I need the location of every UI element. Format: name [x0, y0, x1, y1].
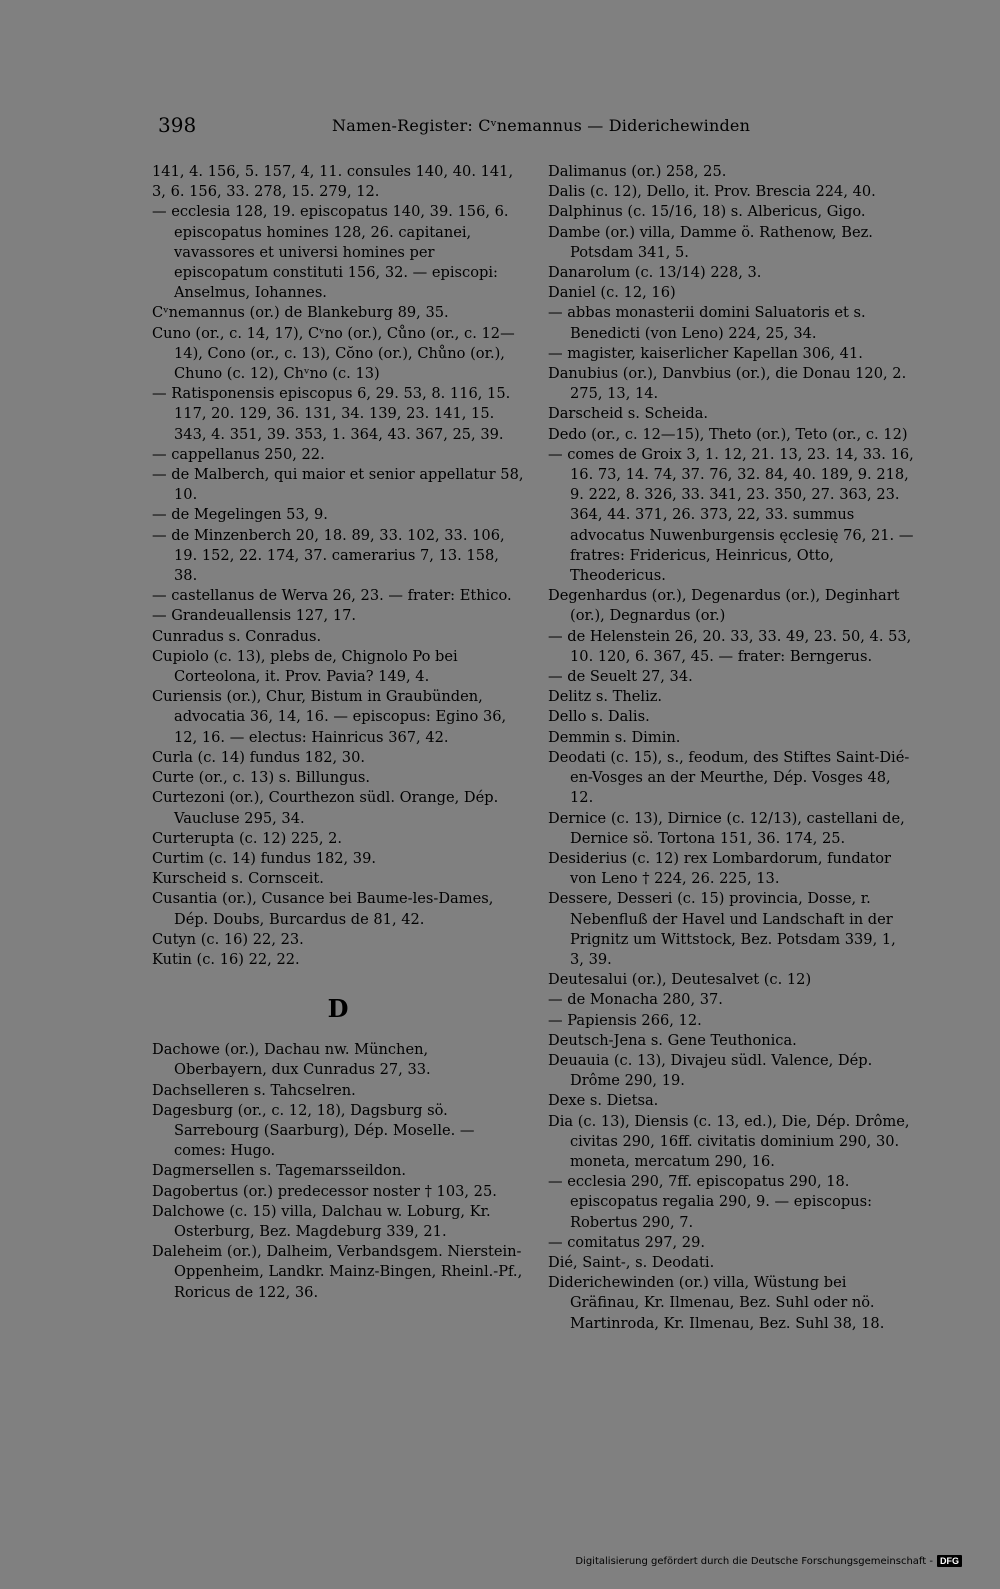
running-title: Namen-Register: Cᵛnemannus — Diderichewinden [332, 116, 751, 135]
index-entry: Curterupta (c. 12) 225, 2. [152, 829, 343, 847]
index-entry: Deutsch-Jena s. Gene Teuthonica. [548, 1031, 797, 1049]
index-entry: — de Minzenberch 20, 18. 89, 33. 102, 33. 106, 19. 152, 22. 174, 37. camerarius 7, 13. 158, 38. [152, 526, 505, 585]
index-entry: Curtim (c. 14) fundus 182, 39. [152, 849, 377, 867]
left-entries-after [152, 1040, 524, 1303]
index-entry: — de Megelingen 53, 9. [152, 506, 328, 524]
index-entry: Dernice (c. 13), Dirnice (c. 12/13), castellani de, Dernice sö. Tortona 151, 36. 174, 25. [548, 809, 905, 847]
index-entry: Dexe s. Dietsa. [548, 1092, 659, 1110]
index-entry: Curtezoni (or.), Courthezon südl. Orange, Dép. Vaucluse 295, 34. [152, 789, 499, 827]
index-entry: Curiensis (or.), Chur, Bistum in Graubünden, advocatia 36, 14, 16. — episcopus: Egino 36, 12, 16. — electus: Hainricus 367, 42. [152, 688, 507, 746]
index-entry: Dalphinus (c. 15/16, 18) s. Albericus, Gigo. [548, 203, 866, 221]
index-entry: — de Seuelt 27, 34. [548, 668, 693, 686]
index-entry: — cappellanus 250, 22. [152, 445, 325, 463]
index-entry: Kutin (c. 16) 22, 22. [152, 950, 300, 968]
index-entry: — de Malberch, qui maior et senior appellatur 58, 10. [152, 466, 524, 504]
index-entry: Degenhardus (or.), Degenardus (or.), Deginhart (or.), Degnardus (or.) [548, 587, 900, 625]
index-entry: Dalimanus (or.) 258, 25. [548, 163, 727, 180]
index-entry: — comitatus 297, 29. [548, 1233, 705, 1251]
page-number: 398 [158, 113, 197, 137]
index-entry: Darscheid s. Scheida. [548, 405, 709, 423]
index-entry: — de Monacha 280, 37. [548, 991, 723, 1009]
index-entry: — de Helenstein 26, 20. 33, 33. 49, 23. 50, 4. 53, 10. 120, 6. 367, 45. — frater: Berngerus. [548, 627, 912, 665]
index-entry: Dachselleren s. Tahcselren. [152, 1081, 356, 1099]
index-entry: Dessere, Desseri (c. 15) provincia, Dosse, r. Nebenfluß der Havel und Landschaft in der Prignitz um Wittstock, Bez. Potsdam 339, 1, 3, 39. [548, 890, 896, 968]
index-entry: Cutyn (c. 16) 22, 23. [152, 930, 304, 948]
index-entry: Dachowe (or.), Dachau nw. München, Oberbayern, dux Cunradus 27, 33. [152, 1041, 431, 1079]
dfg-logo: DFG [937, 1555, 962, 1567]
index-entry: Deodati (c. 15), s., feodum, des Stiftes Saint-Dié-en-Vosges an der Meurthe, Dép. Vosges 48, 12. [548, 748, 910, 807]
right-column [548, 162, 914, 1334]
index-entry: Dagesburg (or., c. 12, 18), Dagsburg sö. Sarrebourg (Saarburg), Dép. Moselle. — comes: Hugo. [152, 1101, 475, 1160]
index-entry: Diderichewinden (or.) villa, Wüstung bei Gräfinau, Kr. Ilmenau, Bez. Suhl oder nö. Martinroda, Kr. Ilmenau, Bez. Suhl 38, 18. [548, 1274, 885, 1332]
index-entry: Daleheim (or.), Dalheim, Verbandsgem. Nierstein-Oppenheim, Landkr. Mainz-Bingen, Rheinl.-Pf., Roricus de 122, 36. [152, 1243, 523, 1301]
index-entry: — castellanus de Werva 26, 23. — frater: Ethico. [152, 587, 512, 605]
index-entry: Demmin s. Dimin. [548, 728, 681, 746]
index-entry: — magister, kaiserlicher Kapellan 306, 41. [548, 344, 863, 362]
index-entry: Dagmersellen s. Tagemarsseildon. [152, 1162, 407, 1180]
index-entry: Kurscheid s. Cornsceit. [152, 870, 324, 888]
index-entry: Dalchowe (c. 15) villa, Dalchau w. Loburg, Kr. Osterburg, Bez. Magdeburg 339, 21. [152, 1202, 491, 1240]
index-entry: Deuauia (c. 13), Divajeu südl. Valence, Dép. Drôme 290, 19. [548, 1051, 873, 1090]
index-entry: 141, 4. 156, 5. 157, 4, 11. consules 140, 40. 141, 3, 6. 156, 33. 278, 15. 279, 12. [152, 163, 514, 201]
index-entry: — Papiensis 266, 12. [548, 1011, 702, 1029]
index-entry: Desiderius (c. 12) rex Lombardorum, fundator von Leno † 224, 26. 225, 13. [548, 849, 891, 888]
footer [575, 1555, 962, 1567]
index-entry: Dambe (or.) villa, Damme ö. Rathenow, Bez. Potsdam 341, 5. [548, 223, 873, 261]
index-entry: — Ratisponensis episcopus 6, 29. 53, 8. 116, 15. 117, 20. 129, 36. 131, 34. 139, 23. 141, 15. 343, 4. 351, 39. 353, 1. 364, 43. 367, 25, 39. [152, 385, 511, 443]
index-entry: Cᵛnemannus (or.) de Blankeburg 89, 35. [152, 304, 449, 322]
index-entry: — abbas monasterii domini Saluatoris et s. Benedicti (von Leno) 224, 25, 34. [548, 304, 866, 342]
index-entry: Dalis (c. 12), Dello, it. Prov. Brescia 224, 40. [548, 183, 876, 201]
index-entry: Danarolum (c. 13/14) 228, 3. [548, 264, 762, 282]
footer-text: Digitalisierung gefördert durch die Deutsche Forschungsgemeinschaft - [575, 1555, 933, 1567]
index-entry: Danubius (or.), Danvbius (or.), die Donau 120, 2. 275, 13, 14. [548, 365, 907, 403]
page-header [158, 113, 758, 141]
right-entries [548, 162, 914, 1334]
index-entry: Deutesalui (or.), Deutesalvet (c. 12) [548, 971, 812, 989]
left-entries-before [152, 162, 524, 970]
index-entry: Cupiolo (c. 13), plebs de, Chignolo Po bei Corteolona, it. Prov. Pavia? 149, 4. [152, 647, 458, 686]
index-entry: Cunradus s. Conradus. [152, 627, 322, 645]
section-letter: D [327, 994, 349, 1024]
index-entry: Dagobertus (or.) predecessor noster † 103, 25. [152, 1182, 497, 1200]
index-entry: — ecclesia 128, 19. episcopatus 140, 39. 156, 6. episcopatus homines 128, 26. capitanei, vavassores et universi homines per episcopatum constituti 156, 32. — episcopi: Anselmus, Iohannes. [152, 203, 509, 302]
index-entry: — ecclesia 290, 7ff. episcopatus 290, 18. episcopatus regalia 290, 9. — episcopus: Robertus 290, 7. [548, 1173, 873, 1231]
index-entry: Dello s. Dalis. [548, 708, 650, 726]
index-entry: Dia (c. 13), Diensis (c. 13, ed.), Die, Dép. Drôme, civitas 290, 16ff. civitatis dominium 290, 30. moneta, mercatum 290, 16. [548, 1112, 910, 1170]
index-entry: Curte (or., c. 13) s. Billungus. [152, 769, 370, 787]
index-entry: Daniel (c. 12, 16) [548, 284, 676, 302]
index-entry: Delitz s. Theliz. [548, 688, 663, 706]
index-entry: Dedo (or., c. 12—15), Theto (or.), Teto (or., c. 12) [548, 425, 908, 443]
index-entry: Dié, Saint-, s. Deodati. [548, 1253, 715, 1271]
index-entry: — comes de Groix 3, 1. 12, 21. 13, 23. 14, 33. 16, 16. 73, 14. 74, 37. 76, 32. 84, 40. 189, 9. 218, 9. 222, 8. 326, 33. 341, 23. 350, 27. 363, 23. 364, 44. 371, 26. 373, 22, 33. summus advocatus Nuwenburgensis ęcclesię 76, 21. — fratres: Fridericus, Heinricus, Otto, Theodericus. [548, 445, 914, 585]
index-entry: Curla (c. 14) fundus 182, 30. [152, 748, 366, 766]
index-entry: Cuno (or., c. 14, 17), Cᵛno (or.), Cůno (or., c. 12—14), Cono (or., c. 13), Cŏno (or.), Chůno (or.), Chuno (c. 12), Chᵛno (c. 13) [152, 324, 515, 383]
index-entry: — Grandeuallensis 127, 17. [152, 607, 357, 625]
left-column [152, 162, 524, 1303]
index-entry: Cusantia (or.), Cusance bei Baume-les-Dames, Dép. Doubs, Burcardus de 81, 42. [152, 890, 494, 928]
